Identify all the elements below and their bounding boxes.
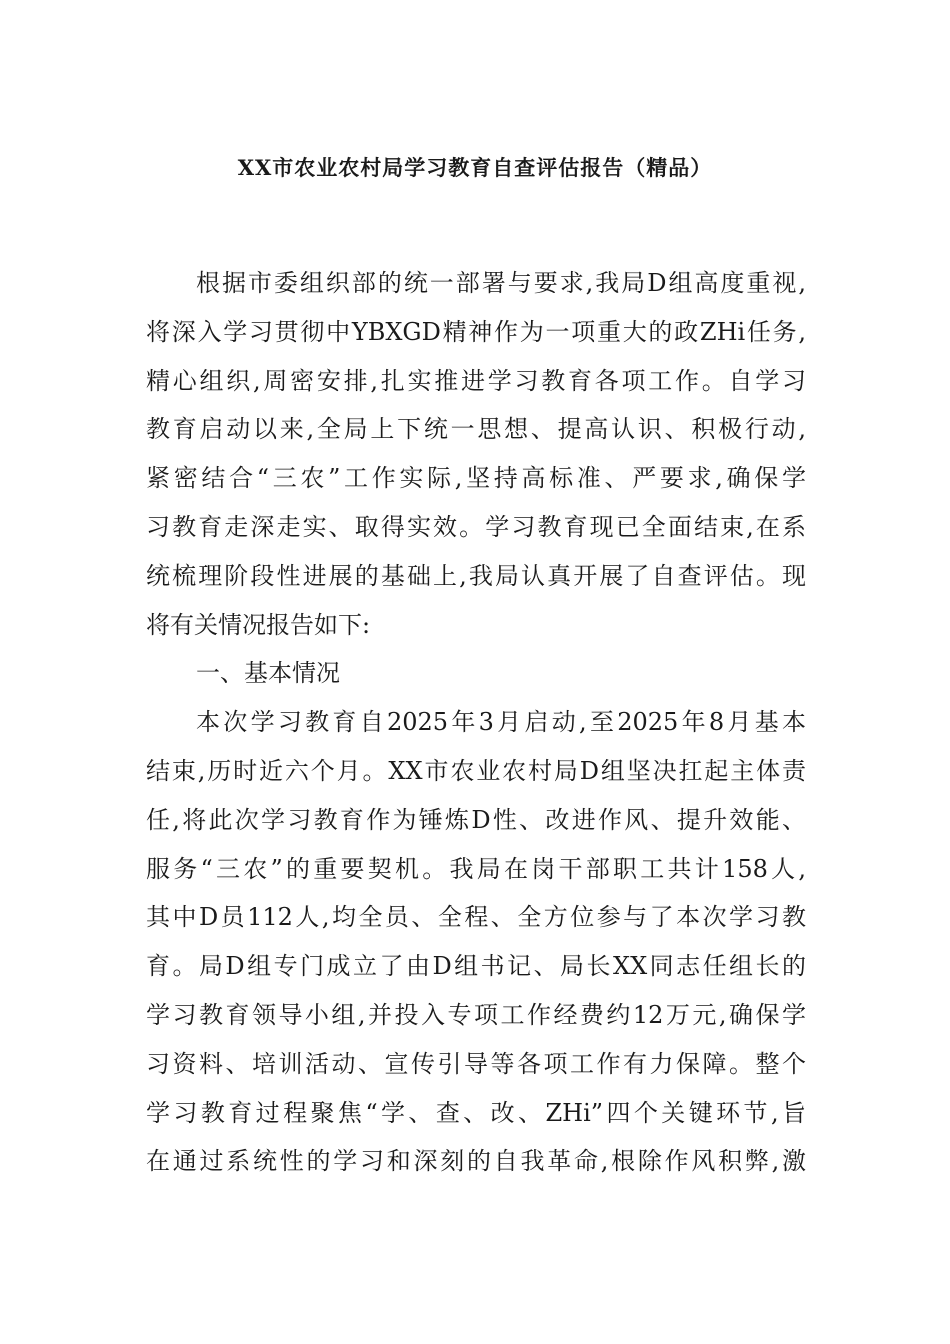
paragraph-2-line-4: 服务“三农”的重要契机。我局在岗干部职工共计158人, (146, 854, 806, 883)
paragraph-1-line-4: 教育启动以来,全局上下统一思想、提高认识、积极行动, (146, 415, 806, 444)
document-title: XX市农业农村局学习教育自查评估报告（精品） (237, 155, 713, 180)
paragraph-1-line-6: 习教育走深走实、取得实效。学习教育现已全面结束,在系 (146, 512, 806, 541)
paragraph-2-line-9: 学习教育过程聚焦“学、查、改、ZHi”四个关键环节,旨 (146, 1098, 806, 1127)
document-body (146, 259, 806, 1186)
paragraph-2-line-5: 其中D员112人,均全员、全程、全方位参与了本次学习教 (146, 903, 806, 932)
paragraph-2-line-3: 任,将此次学习教育作为锤炼D性、改进作风、提升效能、 (146, 805, 806, 834)
paragraph-1-line-8: 将有关情况报告如下: (146, 610, 371, 639)
paragraph-1-line-1: 根据市委组织部的统一部署与要求,我局D组高度重视, (196, 269, 806, 297)
paragraph-2-line-1: 本次学习教育自2025年3月启动,至2025年8月基本 (196, 708, 806, 737)
paragraph-2-line-7: 学习教育领导小组,并投入专项工作经费约12万元,确保学 (146, 1000, 806, 1029)
paragraph-2-line-6: 育。局D组专门成立了由D组书记、局长XX同志任组长的 (146, 952, 806, 981)
section-heading: 一、基本情况 (196, 659, 340, 688)
paragraph-2-line-10: 在通过系统性的学习和深刻的自我革命,根除作风积弊,激 (146, 1147, 806, 1176)
paragraph-1-line-7: 统梳理阶段性进展的基础上,我局认真开展了自查评估。现 (146, 561, 806, 590)
paragraph-1-line-2: 将深入学习贯彻中YBXGD精神作为一项重大的政ZHi任务, (146, 317, 806, 346)
paragraph-1-line-3: 精心组织,周密安排,扎实推进学习教育各项工作。自学习 (146, 366, 806, 395)
paragraph-2-line-8: 习资料、培训活动、宣传引导等各项工作有力保障。整个 (146, 1049, 806, 1078)
paragraph-1-line-5: 紧密结合“三农”工作实际,坚持高标准、严要求,确保学 (146, 464, 806, 493)
paragraph-2-line-2: 结束,历时近六个月。XX市农业农村局D组坚决扛起主体责 (146, 756, 806, 785)
